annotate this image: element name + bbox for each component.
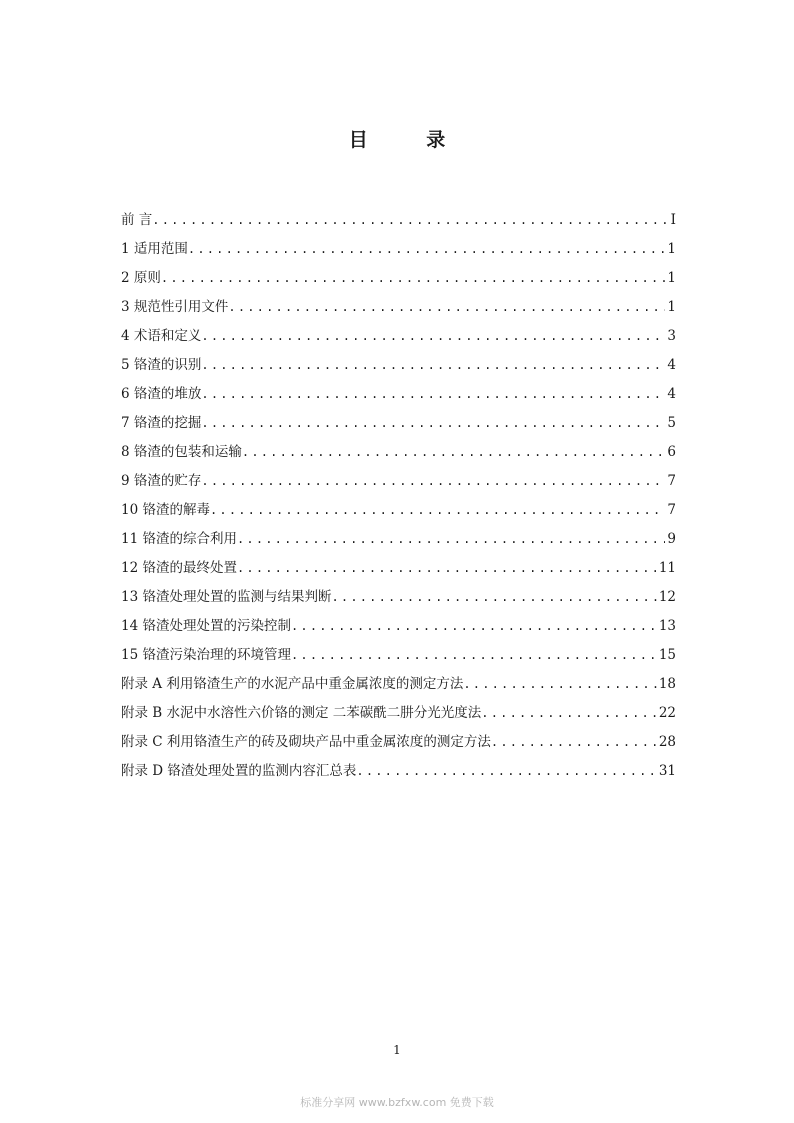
toc-entry[interactable]: [121, 641, 676, 670]
toc-dot-leader: [228, 293, 665, 322]
toc-dot-leader: [481, 699, 657, 728]
toc-dot-leader: [356, 757, 656, 786]
toc-dot-leader: [331, 583, 656, 612]
toc-entry[interactable]: [121, 699, 676, 728]
toc-entry-label: 5 铬渣的识别: [121, 357, 202, 373]
toc-entry-page: 9: [667, 531, 676, 547]
toc-entry-label: 附录 B 水泥中水溶性六价铬的测定 二苯碳酰二肼分光光度法: [121, 705, 482, 721]
toc-entry-page: 7: [667, 502, 676, 518]
toc-entry-label: 10 铬渣的解毒: [121, 502, 210, 518]
toc-entry[interactable]: [121, 583, 676, 612]
watermark: 标准分享网 www.bzfxw.com 免费下载: [300, 1096, 494, 1109]
toc-dot-leader: [201, 467, 665, 496]
toc-entry-page: 1: [667, 241, 676, 257]
toc-entry[interactable]: [121, 235, 676, 264]
toc-dot-leader: [491, 728, 657, 757]
toc-entry-label: 前 言: [121, 212, 153, 228]
toc-entry-page: 31: [658, 763, 676, 779]
toc-entry-label: 11 铬渣的综合利用: [121, 531, 237, 547]
toc-entry-label: 附录 D 铬渣处理处置的监测内容汇总表: [121, 763, 357, 779]
toc-entry[interactable]: [121, 438, 676, 467]
toc-dot-leader: [152, 206, 668, 235]
toc-entry-page: 11: [658, 560, 676, 576]
toc-dot-leader: [237, 554, 657, 583]
toc-dot-leader: [291, 641, 657, 670]
toc-entry-page: 15: [658, 647, 676, 663]
toc-dot-leader: [201, 409, 665, 438]
toc-entry[interactable]: [121, 206, 676, 235]
toc-entry-page: 4: [667, 357, 676, 373]
toc-entry-label: 附录 A 利用铬渣生产的水泥产品中重金属浓度的测定方法: [121, 676, 464, 692]
toc-entry-page: 18: [658, 676, 676, 692]
toc-entry-page: 1: [667, 270, 676, 286]
toc-dot-leader: [291, 612, 657, 641]
toc-dot-leader: [161, 264, 666, 293]
toc-dot-leader: [210, 496, 665, 525]
toc-entry-page: 5: [667, 415, 676, 431]
toc-entry[interactable]: [121, 612, 676, 641]
toc-entry[interactable]: [121, 496, 676, 525]
toc-entry[interactable]: [121, 409, 676, 438]
toc-entry[interactable]: [121, 380, 676, 409]
toc-dot-leader: [201, 380, 665, 409]
toc-entry[interactable]: [121, 467, 676, 496]
page-number: 1: [393, 1043, 401, 1057]
toc-entry-page: I: [670, 212, 676, 228]
toc-dot-leader: [242, 438, 666, 467]
toc-dot-leader: [188, 235, 666, 264]
toc-entry-page: 1: [667, 299, 676, 315]
toc-entry-label: 13 铬渣处理处置的监测与结果判断: [121, 589, 332, 605]
toc-entry[interactable]: [121, 670, 676, 699]
toc-entry-page: 7: [667, 473, 676, 489]
toc-entry-page: 6: [667, 444, 676, 460]
toc-entry-label: 9 铬渣的贮存: [121, 473, 202, 489]
toc-entry-label: 12 铬渣的最终处置: [121, 560, 237, 576]
toc-entry-label: 7 铬渣的挖掘: [121, 415, 202, 431]
toc-entry-page: 22: [658, 705, 676, 721]
toc-entry-page: 3: [667, 328, 676, 344]
toc-dot-leader: [237, 525, 665, 554]
toc-entry-page: 12: [658, 589, 676, 605]
toc-entry[interactable]: [121, 322, 676, 351]
table-of-contents: [121, 206, 676, 786]
toc-entry-page: 28: [658, 734, 676, 750]
toc-entry[interactable]: [121, 554, 676, 583]
toc-dot-leader: [463, 670, 656, 699]
toc-entry-page: 13: [658, 618, 676, 634]
toc-entry-label: 4 术语和定义: [121, 328, 202, 344]
toc-entry-label: 14 铬渣处理处置的污染控制: [121, 618, 291, 634]
toc-entry-label: 1 适用范围: [121, 241, 188, 257]
toc-entry-page: 4: [667, 386, 676, 402]
toc-entry-label: 8 铬渣的包装和运输: [121, 444, 242, 460]
toc-entry[interactable]: [121, 728, 676, 757]
page-title: 目 录: [348, 129, 472, 151]
toc-entry-label: 2 原则: [121, 270, 161, 286]
toc-entry-label: 6 铬渣的堆放: [121, 386, 202, 402]
toc-entry-label: 3 规范性引用文件: [121, 299, 229, 315]
toc-entry[interactable]: [121, 757, 676, 786]
toc-entry[interactable]: [121, 293, 676, 322]
toc-entry[interactable]: [121, 525, 676, 554]
toc-entry[interactable]: [121, 264, 676, 293]
toc-entry[interactable]: [121, 351, 676, 380]
toc-dot-leader: [201, 351, 665, 380]
toc-entry-label: 15 铬渣污染治理的环境管理: [121, 647, 291, 663]
toc-entry-label: 附录 C 利用铬渣生产的砖及砌块产品中重金属浓度的测定方法: [121, 734, 491, 750]
toc-dot-leader: [201, 322, 665, 351]
